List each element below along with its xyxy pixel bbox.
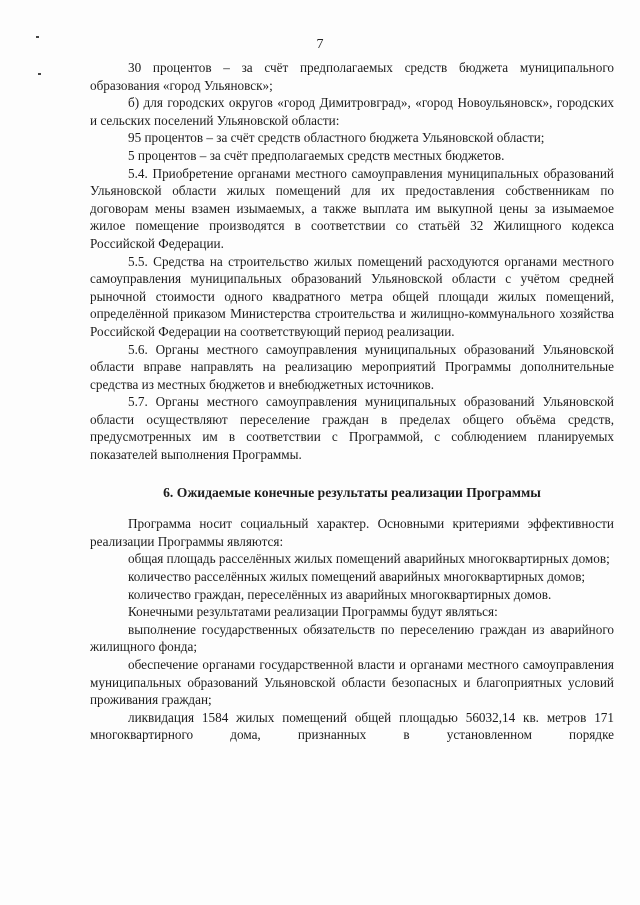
document-body <box>90 59 614 744</box>
paragraph: 5.5. Средства на строительство жилых помещений расходуются органами местного самоуправления муниципальных образований Ульяновской области с учётом средней рыночной стоимости одного квадратного метра общей площади жилых помещений, определённой приказом Министерства строительства и жилищно-коммунального хозяйства Российской Федерации на соответствующий период реализации. <box>90 253 614 339</box>
section-heading: 6. Ожидаемые конечные результаты реализации Программы <box>163 484 541 500</box>
list-item: количество расселённых жилых помещений аварийных многоквартирных домов; <box>128 569 586 585</box>
list-item: обеспечение органами государственной власти и органами местного самоуправления муниципальных образований Ульяновской области безопасных и благоприятных условий проживания граждан; <box>90 657 614 708</box>
paragraph: Программа носит социальный характер. Основными критериями эффективности реализации Программы являются: <box>90 516 614 549</box>
list-item: количество граждан, переселённых из аварийных многоквартирных домов. <box>128 586 552 602</box>
paragraph: б) для городских округов «город Димитровград», «город Новоульяновск», городских и сельских поселений Ульяновской области: <box>90 95 614 128</box>
scan-mark <box>38 73 41 75</box>
paragraph: 5.4. Приобретение органами местного самоуправления муниципальных образований Ульяновской области жилых помещений для их предоставления собственникам по договорам мены взамен изымаемых, а также выплата им выкупной цены за изымаемое жилое помещение производятся в соответствии со статьёй 32 Жилищного кодекса Российской Федерации. <box>90 165 614 251</box>
paragraph: 5 процентов – за счёт предполагаемых средств местных бюджетов. <box>128 147 505 163</box>
list-item: общая площадь расселённых жилых помещений аварийных многоквартирных домов; <box>128 551 610 567</box>
list-item: выполнение государственных обязательств по переселению граждан из аварийного жилищного фонда; <box>90 621 614 655</box>
paragraph: 5.7. Органы местного самоуправления муниципальных образований Ульяновской области осуществляют переселение граждан в пределах общего объёма средств, предусмотренных им в соответствии с Программой, с соблюдением планируемых показателей выполнения Программы. <box>90 394 614 463</box>
paragraph: Конечными результатами реализации Программы будут являться: <box>128 604 498 620</box>
paragraph: 95 процентов – за счёт средств областного бюджета Ульяновской области; <box>128 130 545 146</box>
list-item: ликвидация 1584 жилых помещений общей площадью 56032,14 кв. метров 171 многоквартирного дома, признанных в установленном порядке <box>90 709 614 743</box>
page-number: 7 <box>316 37 324 52</box>
paragraph: 30 процентов – за счёт предполагаемых средств бюджета муниципального образования «город Ульяновск»; <box>90 60 614 93</box>
paragraph: 5.6. Органы местного самоуправления муниципальных образований Ульяновской области вправе направлять на реализацию мероприятий Программы дополнительные средства из местных бюджетов и внебюджетных источников. <box>90 341 614 392</box>
